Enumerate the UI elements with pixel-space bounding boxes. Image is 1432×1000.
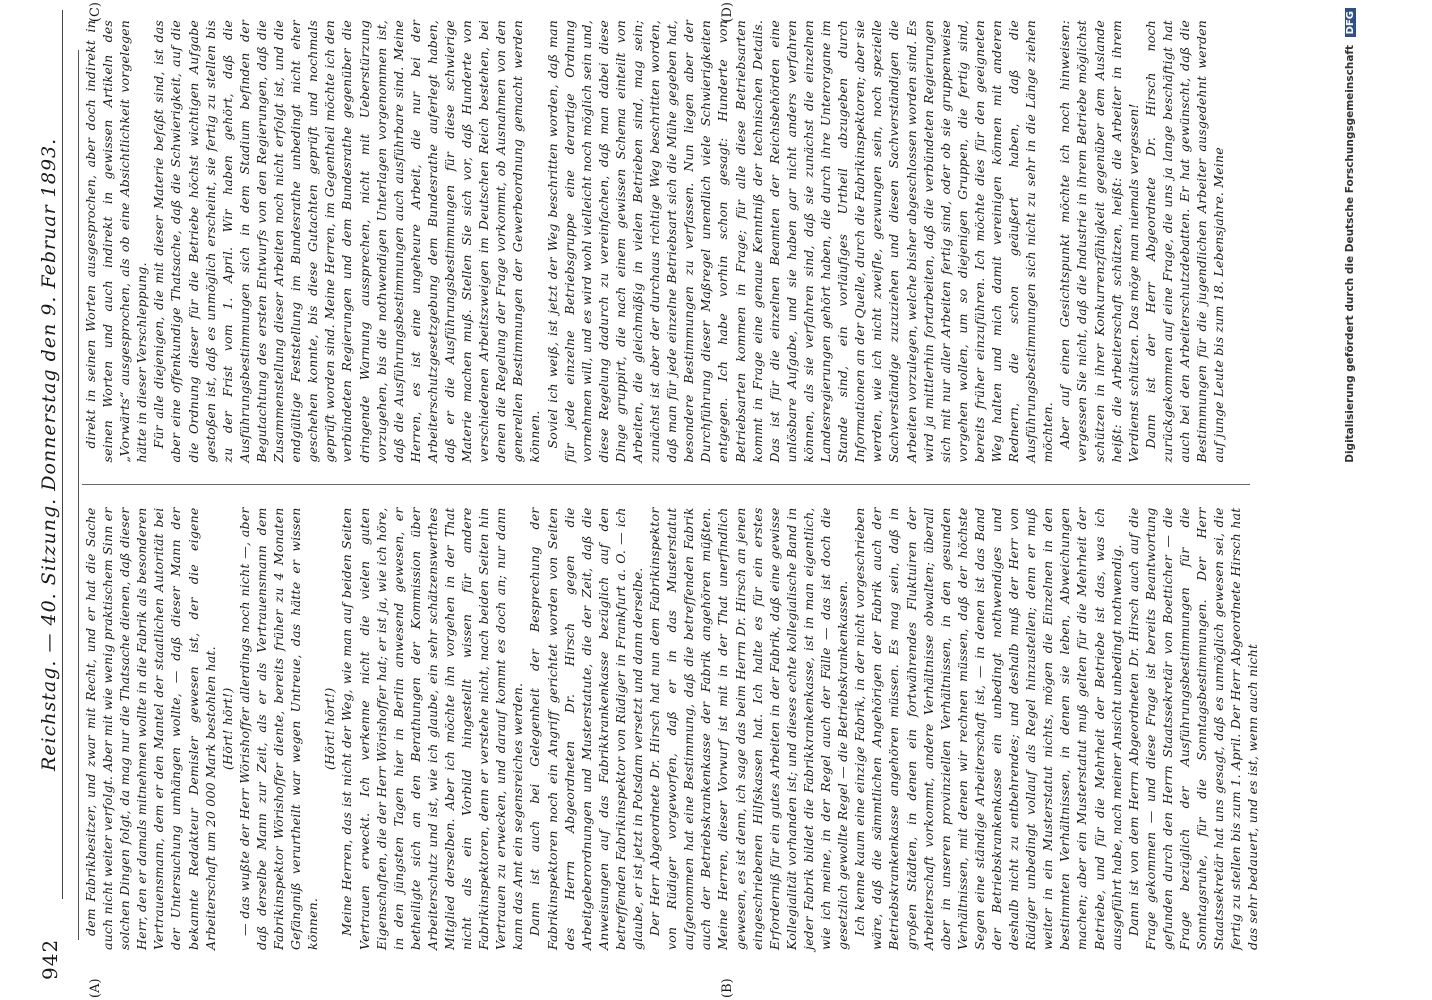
column-divider (82, 485, 1250, 486)
digitization-note: Digitalisierung gefördert durch die Deutsche Forschungsgemeinschaft (1344, 45, 1356, 463)
dfg-logo: DFG (1345, 8, 1356, 37)
paragraph: Aber auf einen Gesichtspunkt möchte ich noch hinweisen: vergessen Sie nicht, daß die Industrie in ihrem Betriebe möglichst schützen in ihrer Konkurrenzfähigkeit gegenüber dem Auslande heißt: die Arbeiterschaft schützen, heißt: die Arbeiter in ihrem Verdienst schützen. Das möge man niemals vergessen! (1057, 20, 1141, 463)
interjection: (Hört! hört!) (219, 687, 235, 770)
margin-mark-c: (C) (88, 2, 103, 23)
margin-mark-a: (A) (88, 978, 103, 998)
paragraph: Dann ist der Herr Abgeordnete Dr. Hirsch noch zurückgekommen auf eine Frage, die uns ja lange beschäftigt hat auch bei den Arbeiterschutzdebatten. Er hat gewünscht, daß die Bestimmungen für die jugendlichen Arbeiter ausgedehnt werden auf junge Leute bis zum 18. Lebensjahre. Meine (1142, 20, 1227, 463)
paragraph: Dann ist auch bei Gelegenheit der Besprechung der Fabrikinspektoren noch ein Angriff gerichtet worden von Seiten des Herrn Abgeordneten Dr. Hirsch gegen die Arbeitgeberordnungen und Musterstatute, die der Zeit, daß die Anweisungen auf das Fabrikkrankenkasse bezüglich auf den betreffenden Fabrikinspektor von Rüdiger in Frankfurt a. O. — ich glaube, er ist jetzt in Potsdam versetzt und dann derselbe. (527, 507, 645, 950)
paragraph: Meine Herren, das ist nicht der Weg, wie man auf beiden Seiten Vertrauen erweckt. Ich verkenne nicht die vielen guten Eigenschaften, die der Herr Wörishoffer hat; er ist ja, wie ich höre, in den jüngsten Tagen hier in Berlin anwesend gewesen, er betheiligte sich an den Berathungen der Kommission über Arbeiterschutz und ist, wie ich glaube, ein sehr schätzenswerthes Mitglied derselben. Aber ich möchte ihn vorgehen in der That nicht als ein Vorbild hingestellt wissen für andere Fabrikinspektoren, denn er verstehe nicht, nach beiden Seiten hin Vertrauen zu erwecken, und darauf kommt es doch an; nur dann kann das Amt ein segensreiches werden. (339, 507, 526, 950)
paragraph: Für alle diejenigen, die mit dieser Materie befaßt sind, ist das aber eine offenkundige Thatsache, daß die Schwierigkeit, auf die die Ordnung dieser für die Betriebe höchst wichtigen Aufgabe gestoßen ist, daß es unmöglich erscheint, sie fertig zu stellen bis zu der Frist vom 1. April. Wir haben gehört, daß die Ausführungsbestimmungen sich in dem Stadium befinden der Begutachtung des ersten Entwurfs von den Regierungen, daß die Zusammenstellung dieser Arbeiten noch nicht erfolgt ist, und die endgültige Feststellung im Bundesrathe unbedingt nicht eher geschehen konnte, bis diese Gutachten geprüft und nochmals geprüft worden sind. Meine Herren, im Gegentheil möchte ich den verbündeten Regierungen und dem Bundesrathe gegenüber die dringende Warnung aussprechen, nicht mit Ueberstürzung vorzugehen, bis die nothwendigen Unterlagen vorgenommen ist, daß die Ausführungsbestimmungen auch ausführbare sind. Meine Herren, es ist eine ungeheure Arbeit, die nur bei der Arbeiterschutzgesetzgebung dem Bundesrathe auferlegt haben, daß er die Ausführungsbestimmungen für diese schwierige Materie machen muß. Stellen Sie sich vor, daß Hunderte von verschiedenen Arbeitszweigen im Deutschen Reich bestehen, bei denen die Regelung der Frage vorkommt, ob Ausnahmen von den generellen Bestimmungen der Gewerbeordnung gemacht werden können. (151, 20, 543, 463)
page-header (30, 10, 70, 980)
digitization-footer (1344, 0, 1362, 1000)
paragraph: direkt in seinen Worten ausgesprochen, aber doch indirekt in seinen Worten und auch indirekt in gewissen Artikeln des „Vorwärts“ ausgesprochen, als ob eine Absichtlichkeit vorgelegen hätte in dieser Verschleppung. (83, 20, 150, 463)
paragraph: Ich kenne kaum eine einzige Fabrik, in der nicht vorgeschrieben wäre, daß die sämmtlichen Angehörigen der Fabrik auch der Betriebskrankenkasse angehören müssen. Es mag sein, daß in großen Städten, in denen ein fortwährendes Fluktuiren der Arbeiterschaft vorkommt, andere Verhältnisse obwalten; überall aber in unseren provinziellen Verhältnissen, in den gesunden Verhältnissen, mit denen wir rechnen müssen, daß der höchste Segen eine ständige Arbeiterschaft ist, — in denen ist das Band der Betriebskrankenkasse ein unbedingt nothwendiges und deshalb nicht zu entbehrendes; und deshalb muß der Herr von Rüdiger unbedingt vollauf als Regel hinzustellen; denn er muß weiter in ein Musterstatut nichts, mögen die Einzelnen in den bestimmten Verhältnissen, in denen sie leben, Abweichungen machen; aber ein Musterstatut muß gelten für die Mehrheit der Betriebe, und für die Mehrheit der Betriebe ist das, was ich ausgeführt habe, nach meiner Ansicht unbedingt nothwendig. (852, 507, 1124, 950)
margin-mark-b: (B) (720, 978, 735, 998)
margin-mark-d: (D) (720, 2, 735, 23)
left-column (82, 507, 1261, 951)
interjection: (Hört! hört!) (322, 687, 338, 770)
running-head: Reichstag. — 40. Sitzung. Donnerstag den 9. Februar 1893. (38, 10, 63, 899)
right-column (82, 20, 1250, 463)
paragraph: — das wußte der Herr Wörishoffer allerdings noch nicht —, aber daß derselbe Mann zur Zeit, als er als Vertrauensmann dem Fabrikinspektor Wörishoffer diente, bereits früher zu 4 Monaten Gefängniß verurtheilt war wegen Untreue, das hätte er wissen können. (236, 507, 321, 950)
header-rule (78, 50, 79, 940)
paragraph: Dann ist von dem Herrn Abgeordneten Dr. Hirsch auch auf die Frage gekommen — und diese Frage ist bereits Beantwortung gefunden durch den Herrn Staatssekretär von Boetticher — die Frage bezüglich der Ausführungsbestimmungen für die Sonntagsruhe, für die Sonntagsbestimmungen. Der Herr Staatssekretär hat uns gesagt, daß es unmöglich gewesen sei, die fertig zu stellen bis zum 1. April. Der Herr Abgeordnete Hirsch hat das sehr bedauert, und es ist, wenn auch nicht (1125, 507, 1261, 950)
paragraph: Soviel ich weiß, ist jetzt der Weg beschritten worden, daß man für jede einzelne Betriebsgruppe eine derartige Ordnung vornehmen will, und es wird wohl vielleicht noch möglich sein und, diese Regelung dadurch zu vereinfachen, daß man dabei diese Dinge gruppirt, die nach einem gewissen Schema einteilt von Arbeiten, die gleichmäßig in vielen Betrieben sind, mag sein; zunächst ist aber der durchaus richtige Weg beschritten worden, daß man für jede einzelne Betriebsart sich die Mühe gegeben hat, besondere Bestimmungen zu verfassen. Nun liegen aber der Durchführung dieser Maßregel unendlich viele Schwierigkeiten entgegen. Ich habe vorhin schon gesagt: Hunderte von Betriebsarten kommen in Frage; für alle diese Betriebsarten kommt in Frage eine genaue Kenntniß der technischen Details. Das ist für die einzelnen Beamten der Reichsbehörden eine unlösbare Aufgabe, und sie haben gar nicht anders verfahren können, als sie verfahren sind, daß sie zunächst die einzelnen Landesregierungen gehört haben, die durch ihre Unterorgane im Stande sind, ein vorläufiges Urtheil abzugeben durch Informationen an der Quelle, durch die Fabrikinspektoren; aber sie werden, wie ich nicht zweifle, gezwungen sein, noch spezielle Sachverständige zuzuziehen und diesen Sachverständigen die Arbeiten vorzulegen, welche bisher abgeschlossen worden sind. Es wird ja mittlerhin fortarbeiten, daß die verbündeten Regierungen sich mit nur aller Arbeiten fertig sind, oder ob sie gruppenweise vorgehen wollen, um so diejenigen Gruppen, die fertig sind, bereits früher einzuführen. Ich möchte dies für den geeigneten Weg halten und mich damit vereinigen können mit anderen Rednern, die schon geäußert haben, daß die Ausführungsbestimmungen sich nicht zu sehr in die Länge ziehen möchten. (544, 20, 1056, 463)
paragraph: Der Herr Abgeordnete Dr. Hirsch hat nun dem Fabrikinspektor von Rüdiger vorgeworfen, daß er in das Musterstatut aufgenommen hat eine Bestimmung, daß die betreffenden Fabrik auch der Betriebskrankenkasse der Fabrik angehören müßten. Meine Herren, dieser Vorwurf ist mit in der That unerfindlich gewesen, es ist denn, ich sage das beim Herrn Dr. Hirsch an jenen eingeschriebenen Hilfskassen hat. Ich halte es für ein erstes Erforderniß für ein gutes Arbeiten in der Fabrik, daß eine gewisse Kollegialität vorhanden ist; und dieses echte kollegialische Band in jeder Fabrik bildet die Fabrikkrankenkasse, ist in man eigentlich, wie ich meine, in der Regel auch der Fälle — das ist doch die gesetzlich gewollte Regel — die Betriebskrankenkassen. (647, 507, 851, 950)
page-number: 942 (38, 938, 62, 980)
paragraph: dem Fabrikbesitzer, und zwar mit Recht, und er hat die Sache auch nicht weiter verfolgt. Aber mit wie wenig praktischem Sinn er solchen Dingen folgt, da mag nur die Thatsache dienen, daß dieser Herr, den er damals mitnehmen wollte in die Fabrik als besonderen Vertrauensmann, dem er den Mantel der staatlichen Autorität bei der Untersuchung umhängen wollte, — daß dieser Mann der bekannte Redakteur Demisler gewesen ist, der die eigene Arbeiterschaft um 20 000 Mark bestohlen hat. (83, 507, 218, 950)
text-columns (82, 20, 1261, 950)
